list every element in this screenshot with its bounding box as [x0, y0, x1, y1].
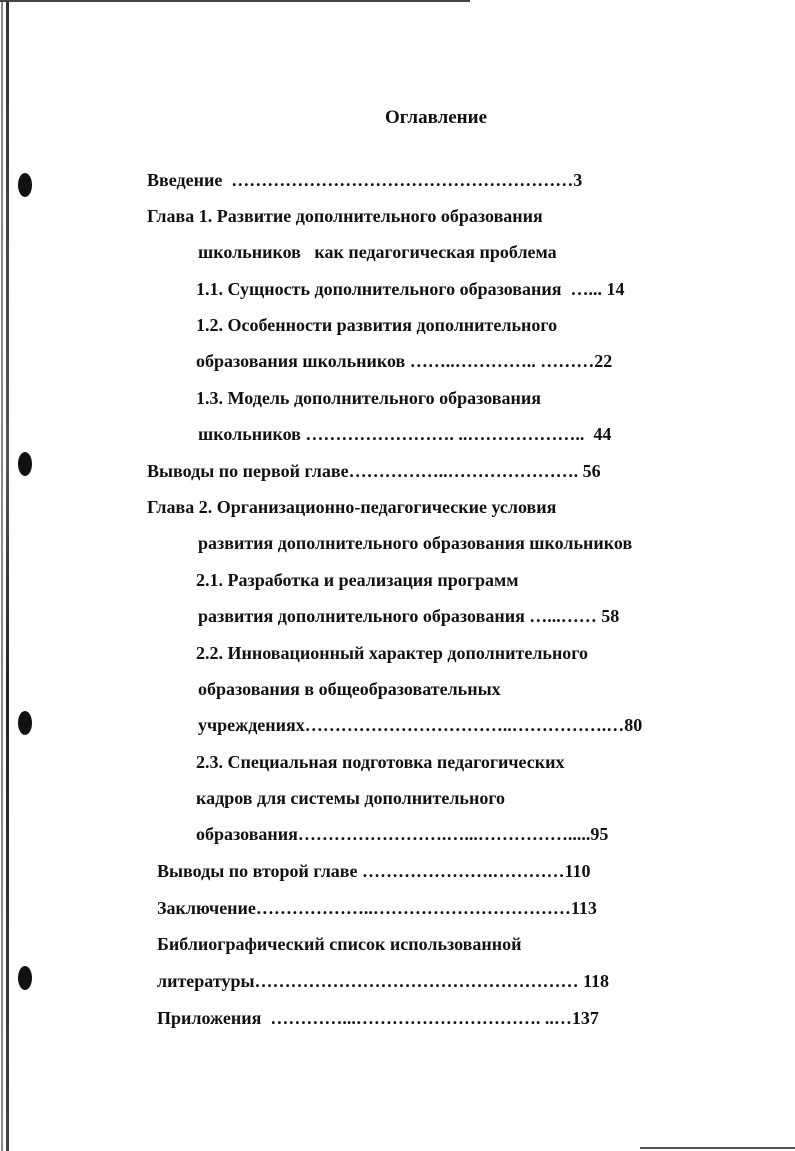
scan-top-line	[0, 0, 470, 2]
toc-chapter-1-heading-cont: школьников как педагогическая проблема	[198, 242, 557, 262]
toc-chapter-2-heading: Глава 2. Организационно-педагогические условия	[147, 497, 557, 517]
toc-chapter-1-heading: Глава 1. Развитие дополнительного образования	[147, 206, 543, 226]
toc-section-2-3-cont: кадров для системы дополнительного	[196, 788, 506, 808]
page-title: Оглавление	[384, 107, 488, 128]
toc-entry-conclusion: Заключение………………..……………………………113	[157, 898, 597, 918]
scan-bottom-line	[640, 1147, 795, 1149]
toc-entry-chapter-2-conclusions: Выводы по второй главе ………………….…………110	[157, 861, 591, 881]
punch-hole	[18, 452, 32, 476]
toc-section-2-2-cont: образования в общеобразовательных	[198, 679, 501, 699]
toc-section-1-2: 1.2. Особенности развития дополнительного	[196, 315, 558, 335]
toc-section-2-3-cont2: образования…………………….…...…………….....95	[196, 824, 609, 844]
toc-section-1-1: 1.1. Сущность дополнительного образования …... 14	[196, 279, 625, 299]
toc-section-2-1-cont: развития дополнительного образования …...…… 58	[198, 606, 620, 626]
toc-section-1-3-cont: школьников ……………………. ..……………….. 44	[198, 424, 612, 444]
toc-section-1-2-cont: образования школьников ……..………….. ………22	[196, 351, 613, 371]
punch-hole	[18, 173, 32, 197]
binding-edge-shadow	[1, 0, 3, 1151]
toc-entry-bibliography: Библиографический список использованной	[157, 934, 522, 954]
toc-section-1-3: 1.3. Модель дополнительного образования	[196, 388, 541, 408]
toc-entry-chapter-1-conclusions: Выводы по первой главе……………..…………………. 56	[147, 461, 601, 481]
binding-edge	[6, 0, 9, 1151]
toc-entry-appendices: Приложения …………...…………………………. ..…137	[157, 1008, 599, 1028]
punch-hole	[18, 711, 32, 735]
toc-section-2-2: 2.2. Инновационный характер дополнительного	[196, 643, 589, 663]
toc-section-2-3: 2.3. Специальная подготовка педагогических	[196, 752, 565, 772]
toc-entry-bibliography-cont: литературы……………………………………………… 118	[157, 971, 610, 991]
toc-entry-introduction: Введение …………………………………………………3	[147, 170, 583, 190]
punch-hole	[18, 966, 32, 990]
toc-chapter-2-heading-cont: развития дополнительного образования школьников	[198, 533, 633, 553]
toc-section-2-1: 2.1. Разработка и реализация программ	[196, 570, 519, 590]
toc-section-2-2-cont2: учреждениях……………………………..…………….…80	[198, 715, 643, 735]
